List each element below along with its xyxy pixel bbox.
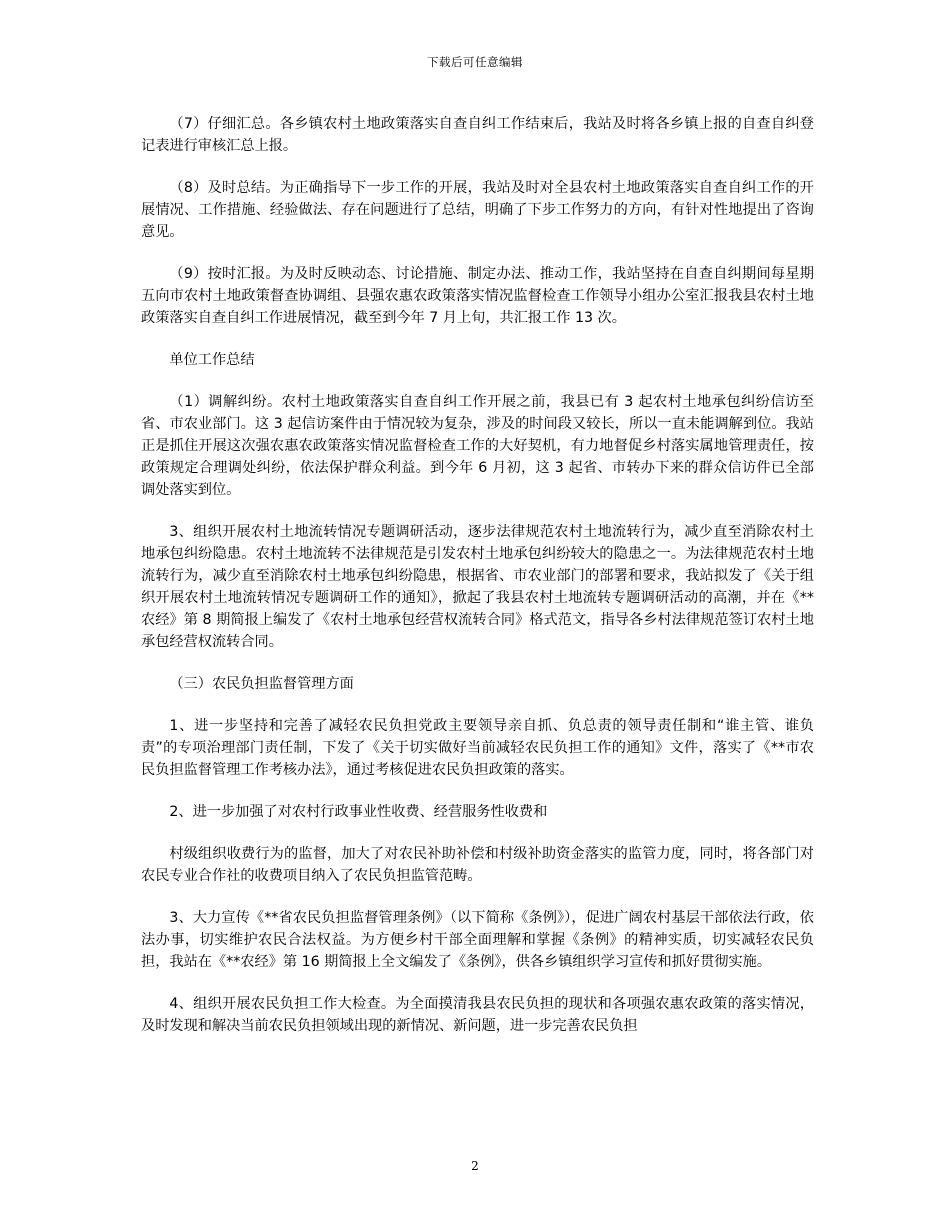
paragraph-8-conclusion: （8）及时总结。为正确指导下一步工作的开展，我站及时对全县农村土地政策落实自查自纠工作的开展情况、工作措施、经验做法、存在问题进行了总结，明确了下步工作努力的方向，有针对性地提出了咨询意见。 [141, 180, 814, 240]
paragraph-3-publicity: 3、大力宣传《**省农民负担监督管理条例》（以下简称《条例》），促进广阔农村基层干部依法行政，依法办事，切实维护农民合法权益。为方便乡村干部全面理解和掌握《条例》的精神实质，切实减轻农民负担，我站在《**农经》第 16 期简报上全文编发了《条例》，供各乡镇组织学习宣传和抓好贯彻实施。 [141, 910, 814, 970]
paragraph-9-report: （9）按时汇报。为及时反映动态、讨论措施、制定办法、推动工作，我站坚持在自查自纠期间每星期五向市农村土地政策督查协调组、县强农惠农政策落实情况监督检查工作领导小组办公室汇报我县农村土地政策落实自查自纠工作进展情况，截至到今年 7 月上旬，共汇报工作 13 次。 [141, 266, 814, 326]
section-heading-unit-summary: 单位工作总结 [169, 352, 255, 368]
paragraph-2-fees: 2、进一步加强了对农村行政事业性收费、经营服务性收费和 [169, 804, 548, 820]
paragraph-1-mediation: （1）调解纠纷。农村土地政策落实自查自纠工作开展之前，我县已有 3 起农村土地承包纠纷信访至省、市农业部门。这 3 起信访案件由于情况较为复杂，涉及的时间段又较长，所以一直未能调解到位。我站正是抓住开展这次强农惠农政策落实情况监督检查工作的大好契机，有力地督促乡村落实属地管理责任，按政策规定合理调处纠纷，依法保护群众利益。到今年 6 月初，这 3 起省、市转办下来的群众信访件已全部调处落实到位。 [141, 394, 814, 498]
paragraph-7-summary: （7）仔细汇总。各乡镇农村土地政策落实自查自纠工作结束后，我站及时将各乡镇上报的自查自纠登记表进行审核汇总上报。 [141, 116, 814, 154]
paragraph-3-land-transfer: 3、组织开展农村土地流转情况专题调研活动，逐步法律规范农村土地流转行为，减少直至消除农村土地承包纠纷隐患。农村土地流转不法律规范是引发农村土地承包纠纷较大的隐患之一。为法律规范农村土地流转行为，减少直至消除农村土地承包纠纷隐患，根据省、市农业部门的部署和要求，我站拟发了《关于组织开展农村土地流转情况专题调研工作的通知》，掀起了我县农村土地流转专题调研活动的高潮，并在《**农经》第 8 期简报上编发了《农村土地承包经营权流转合同》格式范文，指导各乡村法律规范签订农村土地承包经营权流转合同。 [141, 524, 814, 650]
document-body [141, 113, 814, 1057]
paragraph-1-responsibility: 1、进一步坚持和完善了减轻农民负担党政主要领导亲自抓、负总责的领导责任制和“谁主管、谁负责”的专项治理部门责任制，下发了《关于切实做好当前减轻农民负担工作的通知》文件，落实了《**市农民负担监督管理工作考核办法》，通过考核促进农民负担政策的落实。 [141, 718, 814, 778]
page-header: 下载后可任意编辑 [427, 55, 523, 69]
page-number: 2 [471, 1159, 479, 1173]
paragraph-village-fees: 村级组织收费行为的监督，加大了对农民补助补偿和村级补助资金落实的监管力度，同时，将各部门对农民专业合作社的收费项目纳入了农民负担监管范畴。 [141, 846, 814, 884]
paragraph-4-inspection: 4、组织开展农民负担工作大检查。为全面摸清我县农民负担的现状和各项强农惠农政策的落实情况，及时发现和解决当前农民负担领域出现的新情况、新问题，进一步完善农民负担 [141, 996, 814, 1034]
section-heading-farmer-burden: （三）农民负担监督管理方面 [169, 676, 354, 692]
